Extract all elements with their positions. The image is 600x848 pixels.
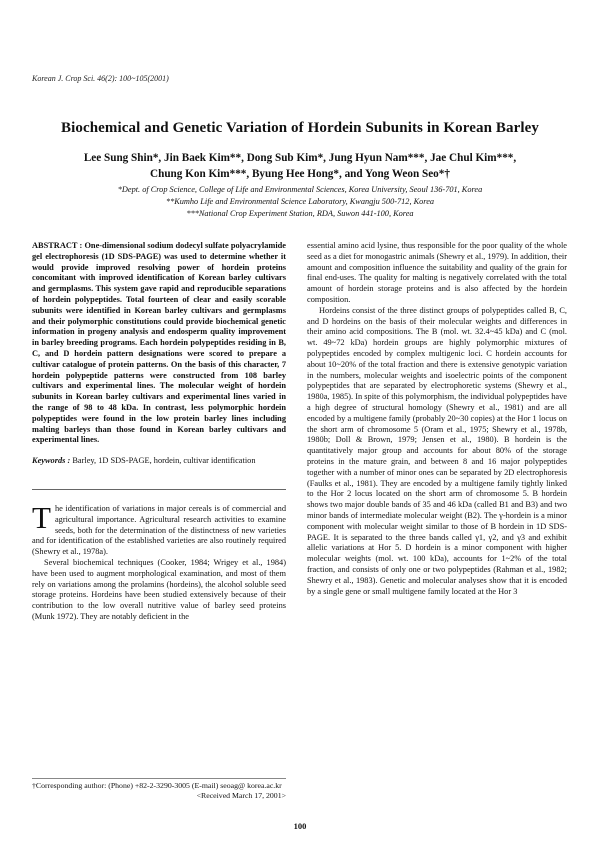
introduction <box>32 499 286 623</box>
author-line: Lee Sung Shin*, Jin Baek Kim**, Dong Sub Kim*, Jung Hyun Nam***, Jae Chul Kim***, <box>83 152 517 164</box>
received-date: <Received March 17, 2001> <box>196 791 286 800</box>
affiliation-line: ***National Crop Experiment Station, RDA, Suwon 441-100, Korea <box>186 209 414 218</box>
keywords-label: Keywords : <box>32 456 71 466</box>
body-paragraph: Hordeins consist of the three distinct groups of polypeptides called B, C, and D hordeins on the basis of their molecular weights and differences in their amino acid compositions. The B (mol. wt. 32.4~45 kDa) and C (mol. wt. 49~72 kDa) hordein groups are highly polymorphic mixtures of polypeptides encoded by complex multigenic loci. C hordein accounts for about 10~20% of the total fraction and there is extensive genotypic variation in the numbers, molecular weights and isoelectric points of the component polypeptides that are separated by electrophoretic systems (Shewry et al., 1980a, 1985). In spite of this polymorphism, the individual polypeptides have a high degree of structural homology (Shewry et al., 1981) and are all encoded by a multigene family (probably 20~30 copies) at the Hor 1 locus on the short arm of chromosome 5 (Oram et al., 1975; Shewry et al., 1978b, 1980b; Doll & Brown, 1979; Jensen et al., 1980). B hordein is the quantitatively major group and accounts for about 80% of the storage proteins in the mature grain, and between 8 and 16 major polypeptides together with a number of minor ones can be separated by 2D electrophoresis (Faulks et al., 1981). They are encoded by a multigene family tightly linked to the Hor 2 locus located on the short arm of chromosome 5. B hordein shows two major double bands of 35 and 46 kDa (called B1 and B3) and two minor bands of intermediate molecular weight (B2). The γ-hordein is a minor component with molecular weight similar to those of B hordein in 1D SDS-PAGE. It is separated to the three bands called γ1, γ2, and γ3 and exhibit allelic variations at Hor 5. D hordein is a minor component with higher molecular weights (mol. wt. 100 kDa), accounts for 1~2% of the total fraction, and consists of only one or two polypeptides (Rahman et al., 1982; Shewry et al., 1983). Genetic and molecular analyses show that it is encoded by a single gene or small multigene family located at the Hor 3 <box>307 305 567 596</box>
drop-cap: T <box>32 499 51 535</box>
author-line: Chung Kon Kim***, Byung Hee Hong*, and Yong Weon Seo*† <box>150 168 450 180</box>
corresponding-author: †Corresponding author: (Phone) +82-2-3290-3005 (E-mail) seoag@ korea.ac.kr <box>32 781 282 790</box>
affiliations <box>40 184 560 220</box>
intro-paragraph <box>32 499 286 558</box>
section-divider <box>32 489 286 490</box>
affiliation-line: *Dept. of Crop Science, College of Life and Environmental Sciences, Korea University, Seoul 136-701, Korea <box>117 185 483 194</box>
affiliation-line: **Kumho Life and Environmental Science Laboratory, Kwangju 500-712, Korea <box>165 197 435 206</box>
keywords-text: Barley, 1D SDS-PAGE, hordein, cultivar identification <box>72 456 256 466</box>
footnote-rule <box>32 778 286 779</box>
intro-paragraph-1-text: he identification of variations in major cereals is of commercial and agricultural importance. Agricultural research activities to examine seeds, both for the determination of the distinctness of new varieties and for identification of the established varieties are also routinely required (Shewry et al., 1978a). <box>32 503 286 557</box>
keywords <box>32 456 286 467</box>
abstract-text: One-dimensional sodium dodecyl sulfate polyacrylamide gel electrophoresis (1D SDS-PAGE) was used to determine whether it would provide improved resolving power of hordein proteins concomitant with improved identification of Korean barley cultivars and germplasms. This system gave rapid and reproducible separations of hordein polypeptides. Total fourteen of clear and easily scorable subunits were identified in Korean barley cultivars and germplasms and their polymorphic constitutions could provide biochemical genetic information in progeny analysis and endosperm quality improvement in barley breeding programs. Each hordein polypeptides residing in B, C, and D hordein pattern designations were scored to prepare a cultivar catalogue of protein patterns. On the basis of this character, 7 hordein polypeptide patterns were constructed from 108 barley cultivars and experimental lines. The molecular weight of hordein subunits in Korean barley cultivars and experimental lines varied in the range of 98 to 48 kDa. In contrast, less polymorphic hordein polypeptides were found in the low protein barley lines including malting barleys than those found in Korean barley cultivars and experimental lines. <box>32 241 286 445</box>
abstract-label: ABSTRACT : <box>32 241 83 250</box>
intro-paragraph: Several biochemical techniques (Cooker, 1984; Wrigey et al., 1984) have been used to augment morphological examination, and most of them rely on variations among the prolamins (hordeins), the alcohol soluble seed storage proteins. Hordeins have been studied extensively because of their contribution to the low overall nutritive value of barley seed proteins (Munk 1972). They are notably deficient in the <box>32 557 286 621</box>
left-column <box>32 241 286 623</box>
footnote <box>32 781 286 801</box>
author-list <box>40 150 560 182</box>
right-column <box>307 241 567 597</box>
body-paragraph: essential amino acid lysine, thus responsible for the poor quality of the whole seed as a diet for monogastric animals (Shewry et al., 1979). In addition, their amount and composition influence the suitability and quality of the grain for final end-uses. The quality for malting is negatively correlated with the total amount of hordein storage proteins and is also affected by the hordein composition. <box>307 241 567 304</box>
abstract <box>32 241 286 446</box>
journal-citation: Korean J. Crop Sci. 46(2): 100~105(2001) <box>32 74 169 83</box>
page-number: 100 <box>293 821 307 831</box>
article-title: Biochemical and Genetic Variation of Hordein Subunits in Korean Barley <box>60 120 539 136</box>
